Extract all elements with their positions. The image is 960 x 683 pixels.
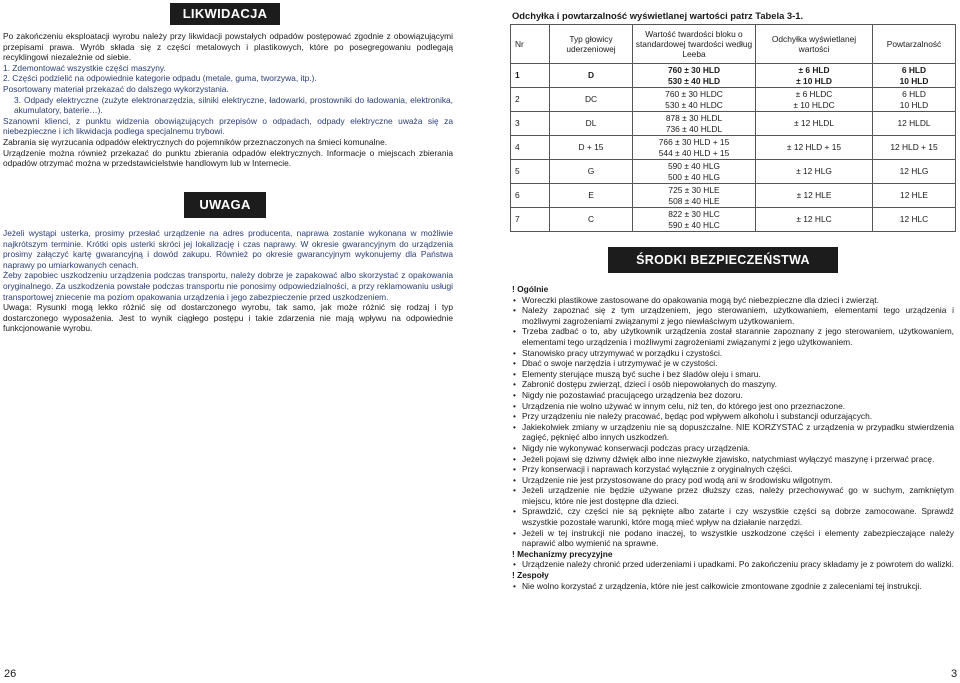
- cell-typ-value: DC: [584, 94, 598, 105]
- cell-odchylka-value: ± 12 HLD + 15: [786, 142, 842, 153]
- disposal-paragraph: 1. Zdemontować wszystkie części maszyny.: [3, 62, 166, 73]
- cell-powtarzalnosc: [873, 88, 956, 112]
- cell-typ: [550, 160, 633, 184]
- cell-powtarzalnosc: [873, 160, 956, 184]
- cell-typ: [550, 64, 633, 88]
- cell-powtarzalnosc: [873, 64, 956, 88]
- page-number-left: 26: [4, 668, 17, 680]
- list-item: • Nie wolno korzystać z urządzenia, które nie jest całkowicie zmontowane zgodnie z zaleceniami tej instrukcji.: [512, 581, 954, 592]
- cell-wartosc: [633, 112, 756, 136]
- list-item: • Urządzenie nie jest przystosowane do pracy pod wodą ani w środowisku wilgotnym.: [512, 475, 954, 486]
- cell-wartosc-value: 590 ± 40 HLG: [667, 161, 721, 172]
- list-item: • Zabronić dostępu zwierząt, dzieci i osób niepowołanych do maszyny.: [512, 379, 954, 390]
- cell-nr-value: 2: [515, 94, 520, 105]
- cell-wartosc-value: 530 ± 40 HLD: [667, 75, 721, 86]
- section-title-likwidacja: LIKWIDACJA: [170, 3, 280, 25]
- cell-odchylka-value: ± 12 HLE: [796, 190, 832, 201]
- cell-wartosc: [633, 136, 756, 160]
- cell-typ: [550, 208, 633, 232]
- cell-powtarzalnosc-value: 10 HLD: [899, 75, 929, 86]
- list-item: • Nigdy nie wykonywać konserwacji podczas pracy urządzenia.: [512, 443, 954, 454]
- cell-typ-value: E: [588, 190, 594, 201]
- cell-typ-value: D: [587, 70, 595, 81]
- cell-powtarzalnosc-value: 12 HLC: [899, 214, 929, 225]
- list-item: • Nigdy nie pozostawiać pracującego urządzenia bez dozoru.: [512, 390, 954, 401]
- cell-nr-value: 1: [515, 70, 520, 81]
- cell-powtarzalnosc-value: 12 HLDL: [897, 118, 931, 129]
- list-item: • Jeżeli urządzenie nie będzie używane przez dłuższy czas, należy przechowywać go w suchym, zamkniętym miejscu, które nie jest dostępne dla dzieci.: [512, 485, 954, 506]
- cell-nr: [511, 136, 550, 160]
- table-row: [511, 136, 956, 160]
- cell-powtarzalnosc-value: 6 HLD: [901, 65, 927, 76]
- table-row: [511, 160, 956, 184]
- section-title-safety: ŚRODKI BEZPIECZEŃSTWA: [608, 247, 838, 273]
- cell-wartosc-value: 736 ± 40 HLDL: [665, 123, 723, 134]
- cell-wartosc-value: 766 ± 30 HLD + 15: [658, 137, 730, 148]
- disposal-paragraph: 2. Części podzielić na odpowiednie kategorie odpadu (metale, guma, tworzywa, itp.).: [3, 73, 317, 84]
- cell-odchylka-value: ± 12 HLDL: [794, 118, 834, 129]
- table-row: [511, 88, 956, 112]
- warning-text: [3, 228, 453, 334]
- cell-typ: [550, 184, 633, 208]
- cell-powtarzalnosc: [873, 208, 956, 232]
- cell-odchylka-value: ± 12 HLC: [796, 214, 832, 225]
- cell-nr: [511, 184, 550, 208]
- safety-list: [512, 284, 954, 591]
- list-item: • Przy urządzeniu nie należy pracować, będąc pod wpływem alkoholu i substancji odurzających.: [512, 411, 954, 422]
- cell-powtarzalnosc: [873, 136, 956, 160]
- cell-wartosc-value: 500 ± 40 HLG: [667, 171, 721, 182]
- table-row: [511, 112, 956, 136]
- cell-nr-value: 5: [515, 166, 520, 177]
- warning-paragraph: Uwaga: Rysunki mogą lekko różnić się od dostarczonego wyrobu, tak samo, jak może różnić się rodzaj i typ dostarczonego wyposażenia. Jest to wynik ciągłego postępu i takie zdarzenia nie mają wpływu na odpowiednie funkcjonowanie wyrobu.: [3, 302, 453, 334]
- safety-section-heading: ! Zespoły: [512, 570, 549, 581]
- cell-wartosc: [633, 88, 756, 112]
- table-caption: Odchyłka i powtarzalność wyświetlanej wartości patrz Tabela 3-1.: [512, 10, 804, 21]
- hardness-table: [510, 24, 956, 232]
- list-item: • Woreczki plastikowe zastosowane do opakowania mogą być niebezpieczne dla dzieci i zwierząt.: [512, 295, 954, 306]
- list-item: • Jeżeli w tej instrukcji nie podano inaczej, to wszystkie uszkodzone części i elementy zabezpieczające należy naprawić albo wymienić na sprawne.: [512, 528, 954, 549]
- cell-typ-value: G: [587, 166, 595, 177]
- list-item: • Dbać o swoje narzędzia i utrzymywać je w czystości.: [512, 358, 954, 369]
- list-item: • Elementy sterujące muszą być suche i bez śladów oleju i smaru.: [512, 369, 954, 380]
- list-item: • Przy konserwacji i naprawach korzystać wyłącznie z oryginalnych części.: [512, 464, 954, 475]
- header-typ: Typ głowicy uderzeniowej: [550, 25, 633, 64]
- header-powtarzalnosc: Powtarzalność: [873, 25, 956, 64]
- cell-nr: [511, 208, 550, 232]
- cell-powtarzalnosc-value: 12 HLD + 15: [890, 142, 938, 153]
- safety-section-heading: ! Ogólnie: [512, 284, 549, 294]
- cell-wartosc-value: 822 ± 30 HLC: [668, 209, 720, 220]
- disposal-paragraph: Po zakończeniu eksploatacji wyrobu należy przy likwidacji powstałych odpadów postępować zgodnie z obowiązującymi przepisami prawa. Wyrób składa się z części metalowych i plastikowych, które po posegregowaniu podlegają recyklingowi niezależnie od siebie.: [3, 31, 453, 63]
- cell-typ-value: C: [587, 214, 595, 225]
- cell-typ-value: DL: [585, 118, 597, 129]
- cell-odchylka-value: ± 6 HLD: [798, 65, 830, 76]
- warning-paragraph: Jeżeli wystąpi usterka, prosimy przesłać urządzenie na adres producenta, naprawa zostanie wykonana w możliwie najkrótszym terminie. Krótki opis usterki skróci jej lokalizację i czas naprawy. W okresie gwarancyjnym do urządzenia prosimy załączyć kartę gwarancyjną i dowód zakupu. Również po okresie gwarancyjnym wykonujemy dla Państwa naprawy po umiarkowanych cenach.: [3, 228, 453, 270]
- cell-wartosc-value: 590 ± 40 HLC: [668, 219, 720, 230]
- safety-section-heading: ! Mechanizmy precyzyjne: [512, 548, 613, 559]
- warning-paragraph: Żeby zapobiec uszkodzeniu urządzenia podczas transportu, należy dobrze je zapakować albo skorzystać z opakowania oryginalnego. Za uszkodzenia powstałe podczas transportu nie ponosimy odpowiedzialności, a przy reklamowaniu usługi transportowej zniecenie ma poziom opakowania urządzenia i jego zabezpieczenie przed uszkodzeniem.: [3, 270, 453, 302]
- section-title-uwaga: UWAGA: [184, 192, 266, 218]
- cell-nr: [511, 160, 550, 184]
- cell-wartosc-value: 760 ± 30 HLD: [667, 65, 721, 76]
- disposal-paragraph: 3. Odpady elektryczne (zużyte elektronarzędzia, silniki elektryczne, ładowarki, prostowniki do ładowania, elektronika, akumulatory, baterie…).: [14, 94, 453, 116]
- cell-typ: [550, 136, 633, 160]
- header-nr: Nr: [511, 25, 550, 64]
- cell-wartosc-value: 530 ± 40 HLDC: [665, 99, 723, 110]
- list-item: • Trzeba zadbać o to, aby użytkownik urządzenia został starannie zapoznany z jego sterowaniem, użytkowaniem, elementami tego urządzenia i możliwymi zagrożeniami związanymi z jego użytkowaniem.: [512, 326, 954, 347]
- cell-typ: [550, 112, 633, 136]
- cell-nr: [511, 112, 550, 136]
- cell-odchylka-value: ± 10 HLD: [796, 75, 832, 86]
- cell-odchylka: [756, 136, 873, 160]
- cell-odchylka: [756, 112, 873, 136]
- cell-nr-value: 6: [515, 190, 520, 201]
- cell-powtarzalnosc: [873, 184, 956, 208]
- table-row: [511, 184, 956, 208]
- header-wartosc: Wartość twardości bloku o standardowej twardości według Leeba: [633, 25, 756, 64]
- cell-typ-value: D + 15: [578, 142, 604, 153]
- cell-nr: [511, 64, 550, 88]
- table-header-row: [511, 25, 956, 64]
- disposal-paragraph: Szanowni klienci, z punktu widzenia obowiązujących przepisów o odpadach, odpady elektryczne uważa się za niebezpieczne i ich likwidacja podlega specjalnemu trybowi.: [3, 115, 453, 137]
- page-number-right: 3: [951, 668, 958, 680]
- list-item: • Stanowisko pracy utrzymywać w porządku i czystości.: [512, 348, 954, 359]
- cell-odchylka: [756, 184, 873, 208]
- list-item: • Urządzenie należy chronić przed uderzeniami i upadkami. Po zakończeniu pracy składamy je z powrotem do walizki.: [512, 559, 954, 570]
- cell-nr-value: 7: [515, 214, 520, 225]
- cell-odchylka-value: ± 12 HLG: [796, 166, 832, 177]
- header-odchylka: Odchyłka wyświetlanej wartości: [756, 25, 873, 64]
- cell-odchylka: [756, 160, 873, 184]
- cell-wartosc: [633, 64, 756, 88]
- table-row: [511, 64, 956, 88]
- table-row: [511, 208, 956, 232]
- cell-wartosc: [633, 160, 756, 184]
- cell-wartosc: [633, 208, 756, 232]
- list-item: • Urządzenia nie wolno używać w innym celu, niż ten, do którego jest ono przeznaczone.: [512, 401, 954, 412]
- cell-powtarzalnosc-value: 12 HLE: [900, 190, 928, 201]
- list-item: • Należy zapoznać się z tym urządzeniem, jego sterowaniem, użytkowaniem, elementami tego urządzenia i możliwymi zagrożeniami związanymi z jego niewłaściwym użytkowaniem.: [512, 305, 954, 326]
- cell-wartosc: [633, 184, 756, 208]
- cell-nr-value: 4: [515, 142, 520, 153]
- cell-powtarzalnosc-value: 12 HLG: [899, 166, 929, 177]
- cell-wartosc-value: 508 ± 40 HLE: [668, 195, 720, 206]
- cell-powtarzalnosc-value: 10 HLD: [899, 99, 929, 110]
- cell-odchylka-value: ± 10 HLDC: [793, 99, 835, 110]
- safety-items: [512, 559, 954, 570]
- cell-odchylka: [756, 64, 873, 88]
- cell-wartosc-value: 544 ± 40 HLD + 15: [658, 147, 730, 158]
- cell-typ: [550, 88, 633, 112]
- cell-odchylka-value: ± 6 HLDC: [795, 89, 833, 100]
- safety-items: [512, 581, 954, 592]
- cell-odchylka: [756, 88, 873, 112]
- list-item: • Jeżeli pojawi się dziwny dźwięk albo inne niezwykłe zjawisko, natychmiast wyłączyć maszynę i przerwać pracę.: [512, 454, 954, 465]
- cell-powtarzalnosc-value: 6 HLD: [902, 89, 926, 100]
- disposal-paragraph: Posortowany materiał przekazać do dalszego wykorzystania.: [3, 83, 229, 94]
- safety-items: [512, 295, 954, 549]
- disposal-text: [3, 31, 453, 169]
- cell-powtarzalnosc: [873, 112, 956, 136]
- cell-wartosc-value: 725 ± 30 HLE: [668, 185, 720, 196]
- cell-wartosc-value: 878 ± 30 HLDL: [665, 113, 723, 124]
- list-item: • Sprawdzić, czy części nie są pęknięte albo zatarte i czy wszystkie części są dobrze zamocowane. Sprawdź wszystkie pozostałe warunki, które mogą mieć wpływ na działanie narzędzi.: [512, 506, 954, 527]
- disposal-paragraph: Zabrania się wyrzucania odpadów elektrycznych do pojemników przeznaczonych na śmieci komunalne.: [3, 136, 388, 147]
- list-item: • Jakiekolwiek zmiany w urządzeniu nie są dopuszczalne. NIE KORZYSTAĆ z urządzenia w przypadku stwierdzenia zagięć, pęknięć albo innych uszkodzeń.: [512, 422, 954, 443]
- cell-wartosc-value: 760 ± 30 HLDC: [665, 89, 723, 100]
- cell-nr: [511, 88, 550, 112]
- cell-odchylka: [756, 208, 873, 232]
- cell-nr-value: 3: [515, 118, 520, 129]
- disposal-paragraph: Urządzenie można również przekazać do punktu zbierania odpadów elektrycznych. Informacje o miejscach zbierania odpadów otrzymać można w przedstawicielstwie handlowym lub w Internecie.: [3, 147, 453, 169]
